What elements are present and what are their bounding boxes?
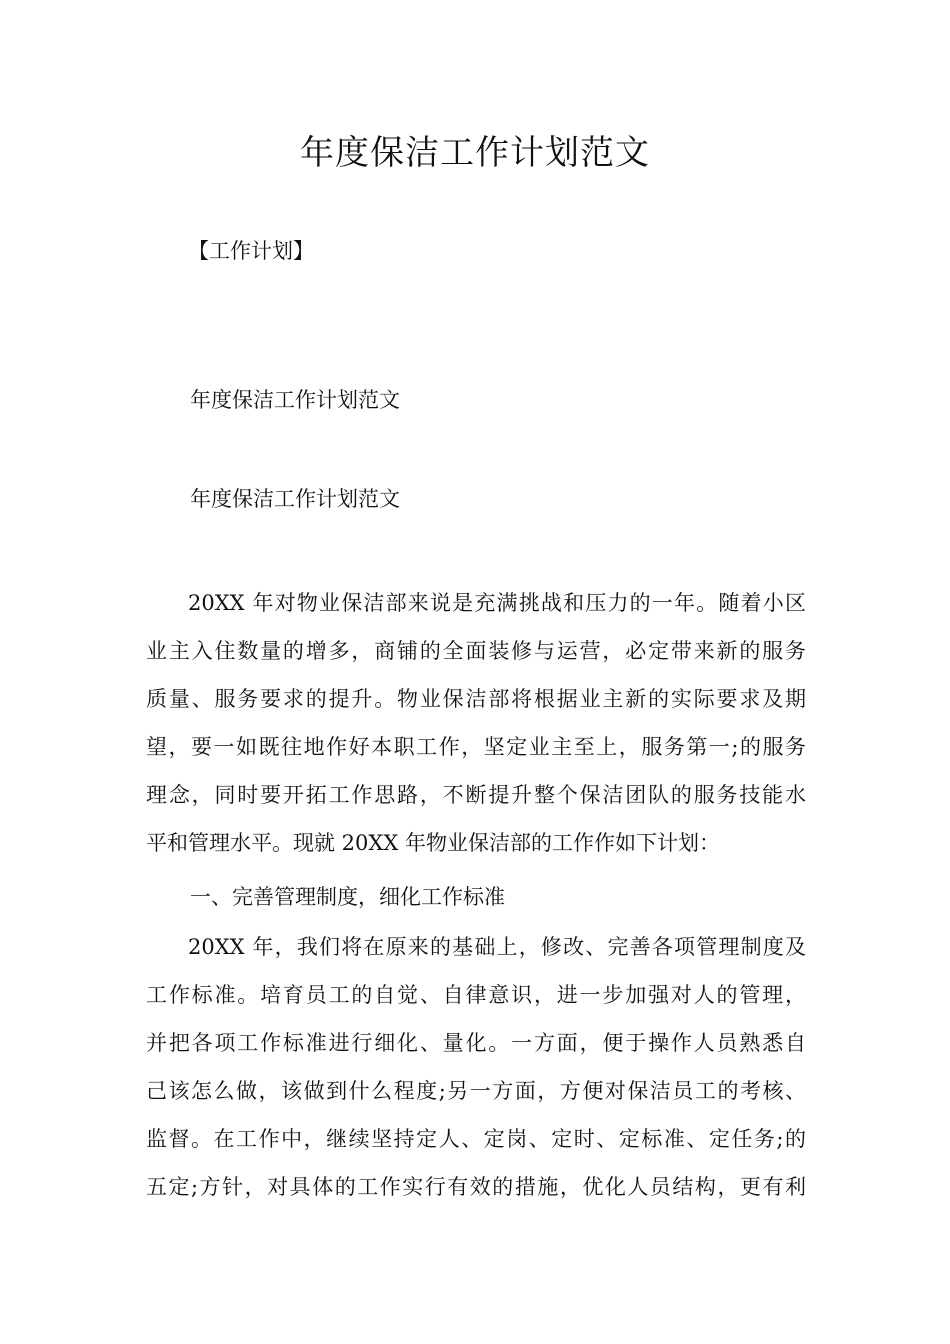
paragraph-2-line: 己该怎么做，该做到什么程度;另一方面，方便对保洁员工的考核、 (146, 1079, 806, 1103)
paragraph-2-line: 监督。在工作中，继续坚持定人、定岗、定时、定标准、定任务;的 (146, 1127, 806, 1151)
paragraph-1-line: 平和管理水平。现就 20XX 年物业保洁部的工作作如下计划： (146, 831, 720, 855)
paragraph-2-line: 20XX 年，我们将在原来的基础上，修改、完善各项管理制度及 (188, 935, 806, 959)
paragraph-1-line: 20XX 年对物业保洁部来说是充满挑战和压力的一年。随着小区 (188, 591, 806, 615)
paragraph-2-line: 并把各项工作标准进行细化、量化。一方面，便于操作人员熟悉自 (146, 1031, 806, 1055)
paragraph-2-line: 工作标准。培育员工的自觉、自律意识，进一步加强对人的管理， (146, 983, 806, 1007)
paragraph-1-line: 理念，同时要开拓工作思路，不断提升整个保洁团队的服务技能水 (146, 783, 806, 807)
paragraph-1 (146, 588, 806, 876)
paragraph-1-line: 业主入住数量的增多，商铺的全面装修与运营，必定带来新的服务 (146, 639, 806, 663)
category-tag: 【工作计划】 (188, 239, 314, 263)
paragraph-1-line: 质量、服务要求的提升。物业保洁部将根据业主新的实际要求及期 (146, 687, 806, 711)
subtitle-line-2: 年度保洁工作计划范文 (190, 487, 400, 511)
paragraph-1-line: 望，要一如既往地作好本职工作，坚定业主至上，服务第一;的服务 (146, 735, 806, 759)
section-heading-1: 一、完善管理制度，细化工作标准 (190, 885, 505, 909)
paragraph-2 (146, 932, 806, 1220)
document-title: 年度保洁工作计划范文 (300, 133, 650, 173)
subtitle-line-1: 年度保洁工作计划范文 (190, 388, 400, 412)
paragraph-2-line: 五定;方针，对具体的工作实行有效的措施，优化人员结构，更有利 (146, 1175, 806, 1199)
